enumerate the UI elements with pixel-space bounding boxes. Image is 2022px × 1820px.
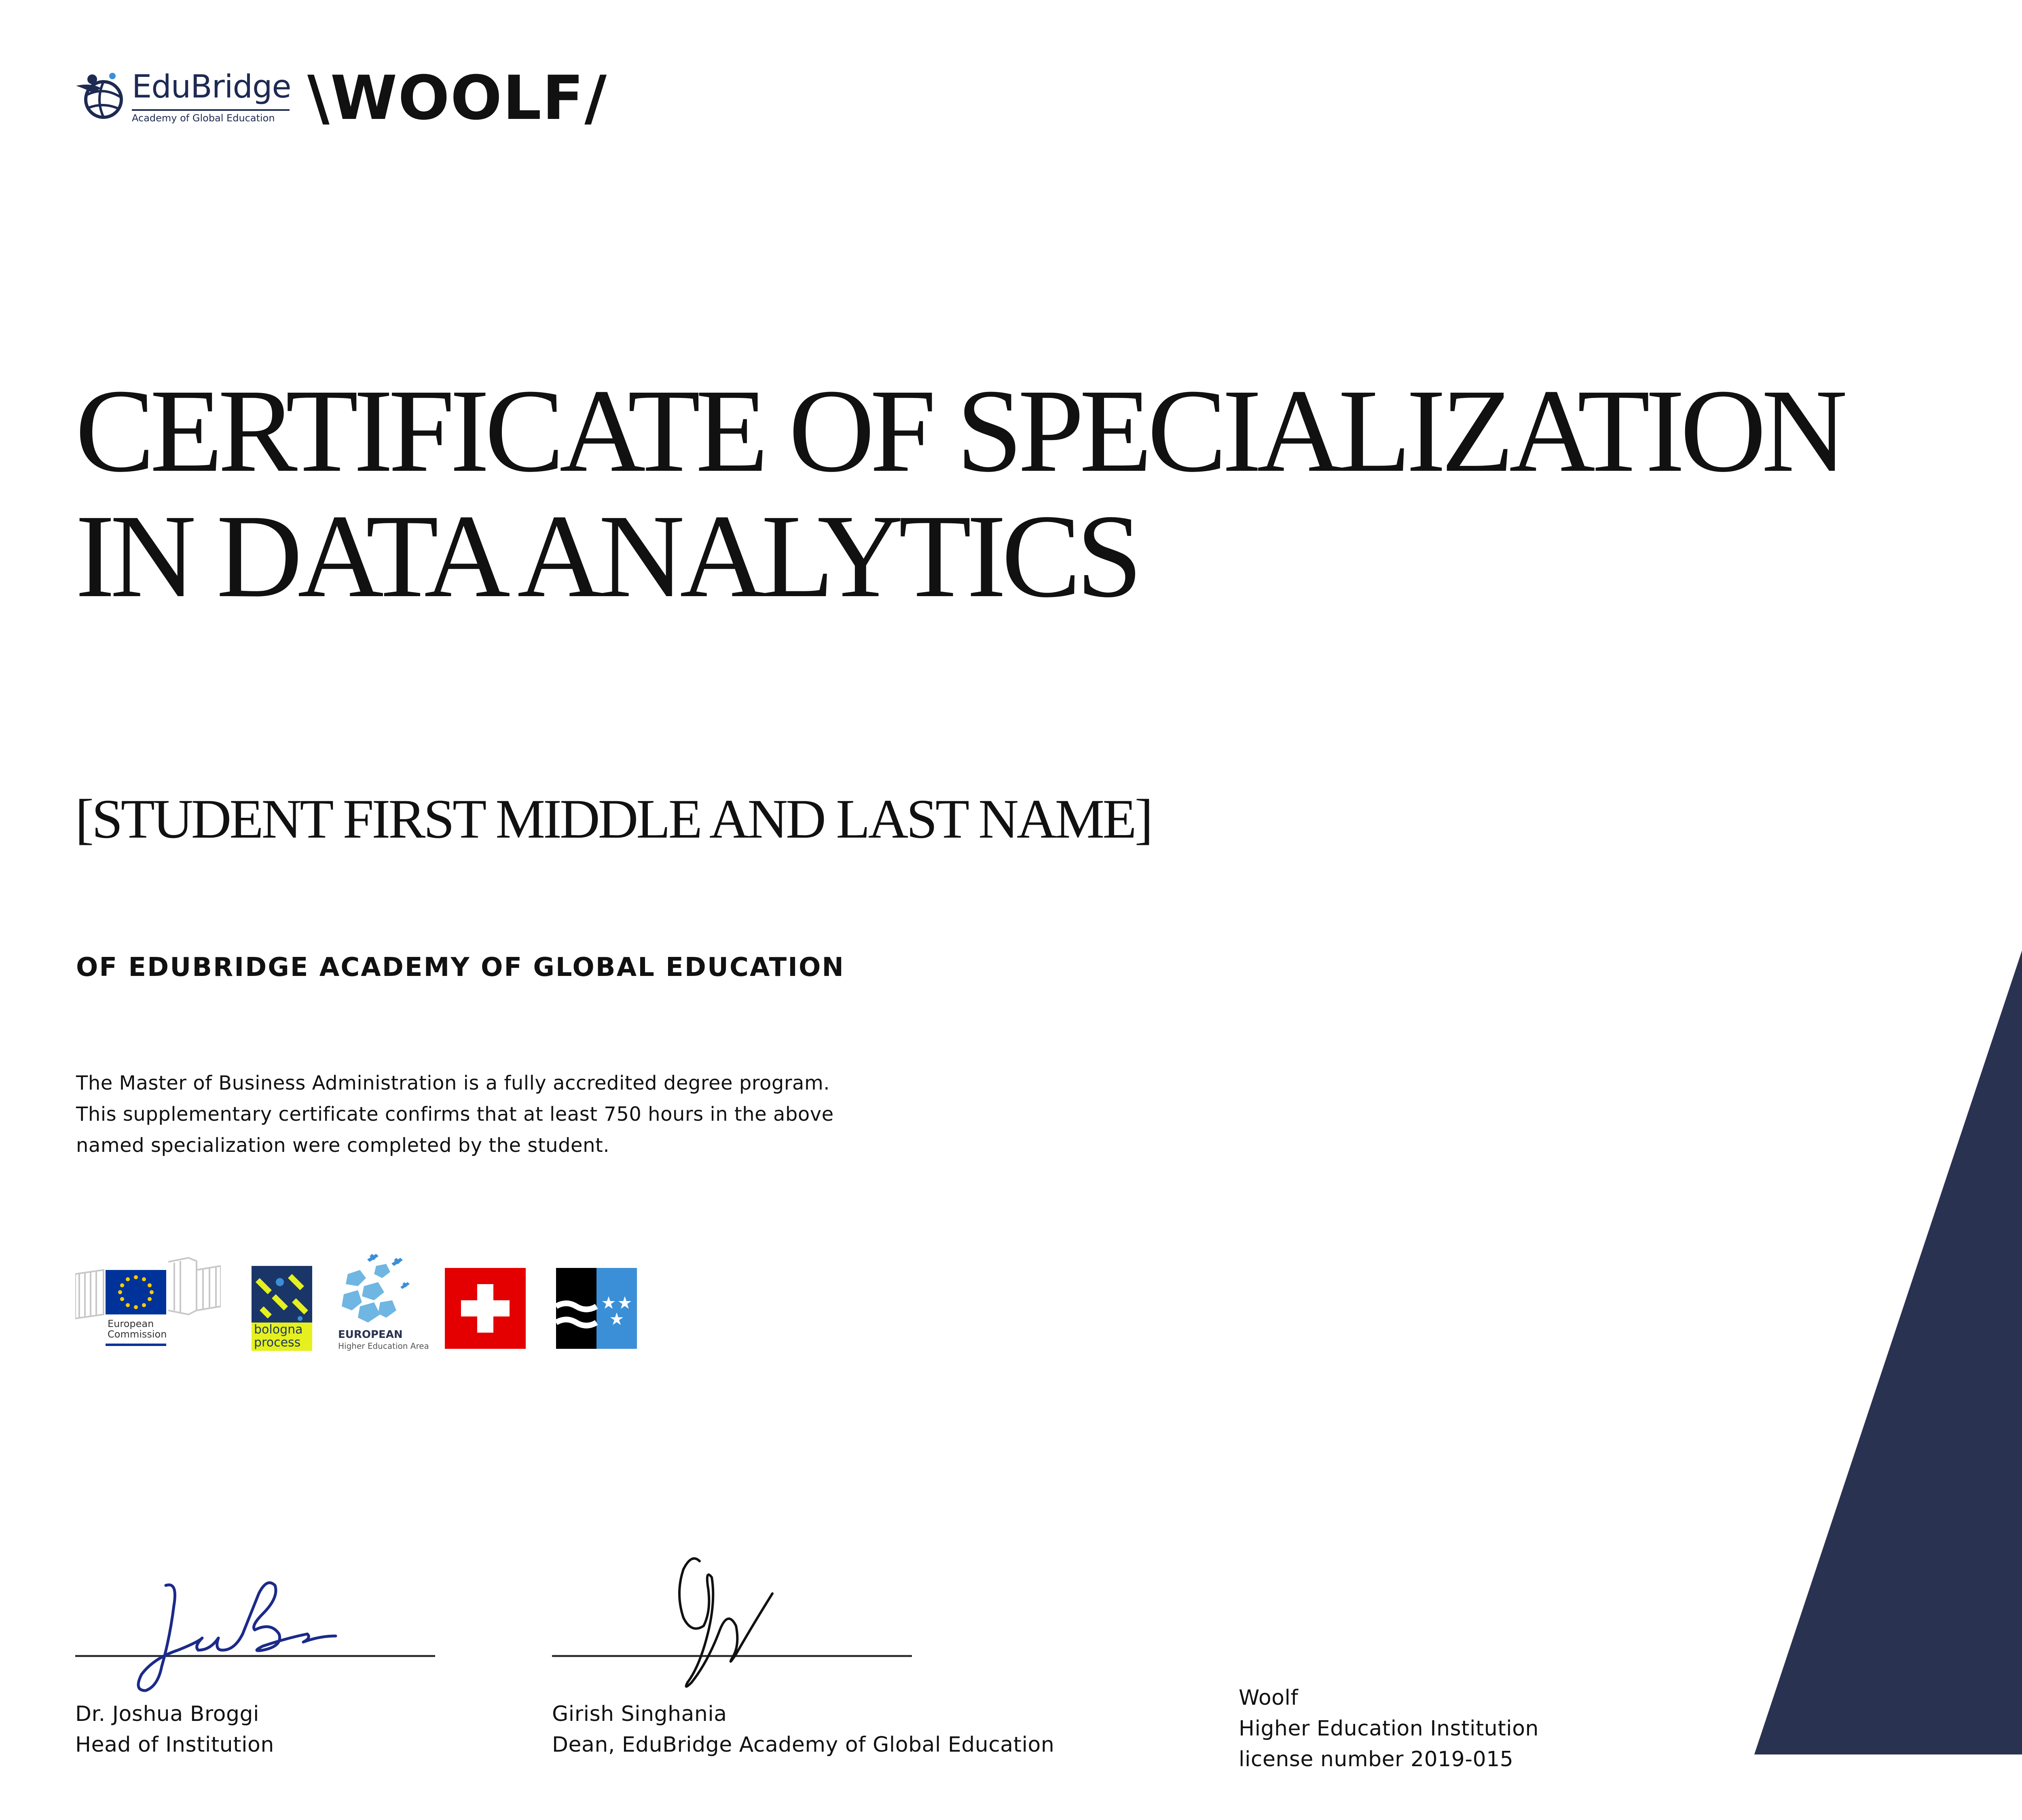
ehea-label-2: Higher Education Area [338,1341,429,1351]
ec-label-1: European [108,1318,154,1329]
ehea-map-icon [336,1250,429,1327]
description-line-3: named specialization were completed by the student. [76,1134,610,1157]
woolf-license-line-1: Woolf [1239,1686,1299,1710]
canton-flag-icon [556,1268,637,1349]
title-line-2: IN DATA ANALYTICS [75,490,1138,622]
signatory-1-role: Head of Institution [75,1733,274,1757]
edubridge-globe-icon [75,70,128,123]
panel-shape [1754,76,2022,1754]
student-name: [STUDENT FIRST MIDDLE AND LAST NAME] [75,788,1151,850]
description-line-2: This supplementary certificate confirms that at least 750 hours in the above [76,1103,834,1126]
bologna-process-logo [252,1266,312,1351]
woolf-license [1239,1682,1539,1775]
bologna-label-2: process [254,1335,301,1350]
edubridge-tagline: Academy of Global Education [132,112,275,124]
description-line-1: The Master of Business Administration is a fully accredited degree program. [76,1072,830,1094]
swiss-flag-icon [445,1268,526,1349]
european-commission-logo [75,1250,221,1351]
signatory-1 [75,1699,274,1760]
ec-label-2: Commission [108,1329,167,1340]
bologna-label-1: bologna [254,1323,303,1337]
signatory-1-name: Dr. Joshua Broggi [75,1702,259,1726]
edubridge-rule [132,109,290,111]
woolf-logo: \WOOLF/ [307,63,608,133]
signatory-2-role: Dean, EduBridge Academy of Global Education [552,1733,1055,1757]
woolf-license-line-2: Higher Education Institution [1239,1716,1539,1741]
signature-singhania-icon [639,1545,801,1699]
institution-name: OF EDUBRIDGE ACADEMY OF GLOBAL EDUCATION [76,952,845,982]
decorative-panel [1754,76,2022,1754]
signatory-2 [552,1699,1054,1760]
woolf-license-line-3: license number 2019-015 [1239,1747,1514,1771]
signatory-2-name: Girish Singhania [552,1702,727,1726]
edubridge-logo [75,69,302,125]
certificate-title [75,364,1843,622]
ehea-logo [336,1250,429,1355]
certificate-description [76,1068,1047,1161]
ehea-label-1: EUROPEAN [338,1329,403,1341]
signature-broggi-icon [117,1569,344,1715]
bologna-process-icon [252,1266,312,1323]
edubridge-name: EduBridge [132,69,291,105]
title-line-1: CERTIFICATE OF SPECIALIZATION [75,364,1843,497]
